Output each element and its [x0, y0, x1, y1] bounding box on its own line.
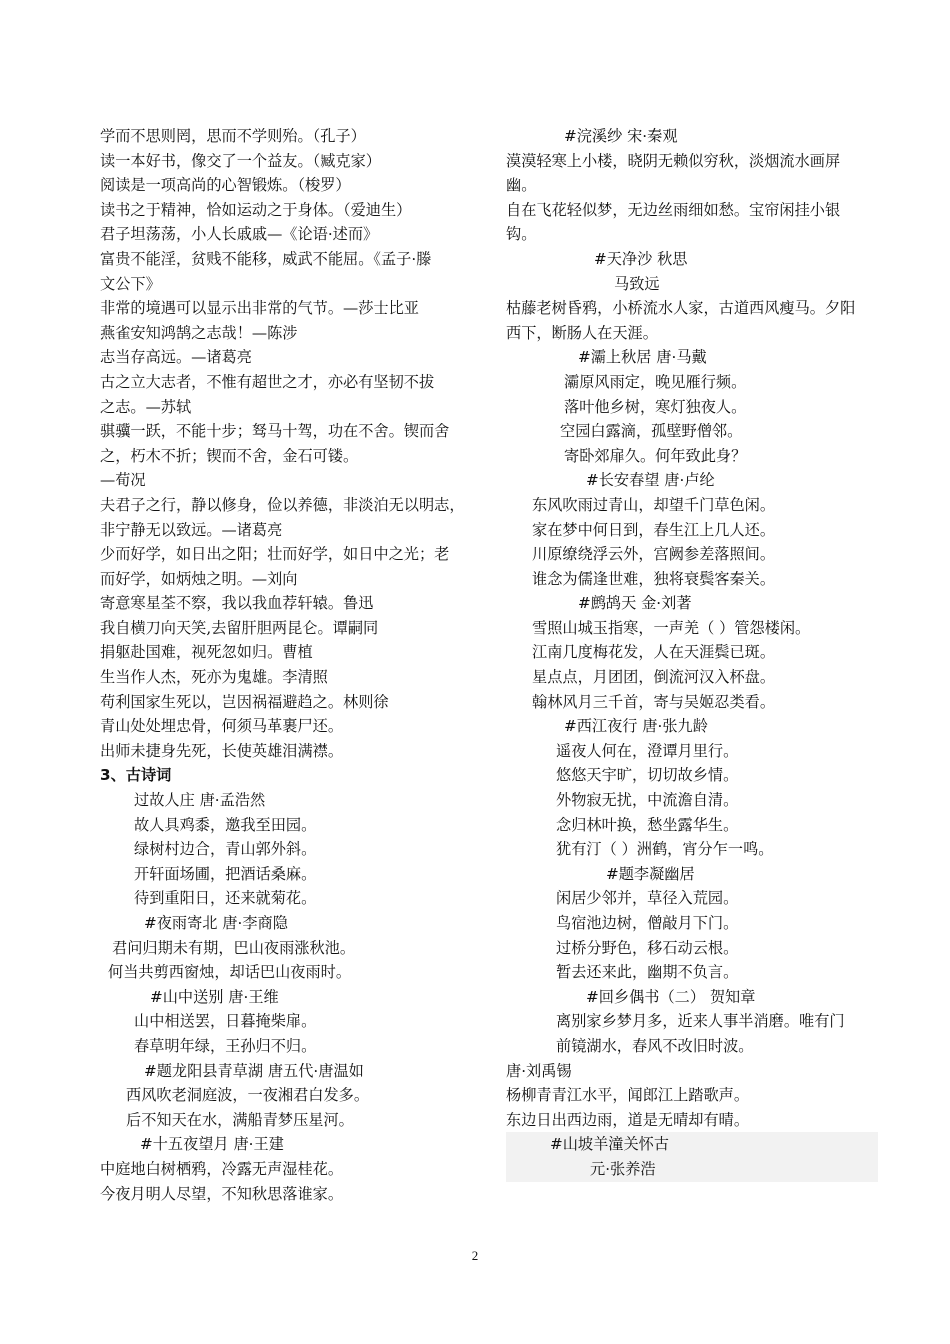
left-text-line: #夜雨寄北 唐·李商隐 [144, 914, 288, 932]
right-text-line: 空园白露滴，孤壁野僧邻。 [560, 422, 743, 441]
left-text-line: 生当作人杰，死亦为鬼雄。李清照 [100, 668, 328, 687]
right-text-line: 落叶他乡树，寒灯独夜人。 [564, 397, 747, 416]
right-text-line: 东风吹雨过青山，却望千门草色闲。 [532, 495, 775, 514]
right-text-line: 杨柳青青江水平，闻郎江上踏歌声。 [506, 1086, 749, 1105]
left-text-line: 非宁静无以致远。—诸葛亮 [100, 520, 283, 539]
left-text-line: 燕雀安知鸿鹄之志哉！—陈涉 [100, 323, 298, 342]
right-text-line: 唐·刘禹锡 [506, 1061, 572, 1080]
right-text-line: 西下，断肠人在天涯。 [506, 323, 658, 342]
right-text-line: 枯藤老树昏鸦，小桥流水人家，古道西风瘦马。夕阳 [506, 299, 856, 318]
left-text-line: 今夜月明人尽望，不知秋思落谁家。 [100, 1184, 343, 1203]
left-text-line: #十五夜望月 唐·王建 [140, 1135, 284, 1154]
right-text-line: 犹有汀（ ）洲鹤，宵分乍一鸣。 [556, 840, 774, 859]
left-text-line: 故人具鸡黍，邀我至田园。 [134, 815, 317, 834]
right-text-line: 家在梦中何日到，春生江上几人还。 [532, 520, 775, 539]
right-text-line: 翰林风月三千首，寄与吴姬忍类看。 [532, 692, 775, 711]
left-text-line: 我自横刀向天笑,去留肝胆两昆仑。谭嗣同 [100, 618, 379, 637]
right-text-line: 东边日出西边雨，道是无晴却有晴。 [506, 1110, 749, 1129]
left-text-line: 骐骥一跃，不能十步；驽马十驾，功在不舍。锲而舍 [100, 422, 450, 441]
right-text-line: 离别家乡梦月多，近来人事半消磨。唯有门 [556, 1012, 845, 1031]
left-text-line: 古之立大志者，不惟有超世之才，亦必有坚韧不拔 [100, 372, 435, 391]
left-text-line: #山中送别 唐·王维 [150, 987, 279, 1006]
right-text-line: #回乡偶书（二） 贺知章 [586, 987, 756, 1006]
right-text-line: 过桥分野色，移石动云根。 [556, 938, 739, 957]
right-text-line: 钩。 [506, 225, 537, 244]
left-text-line: 君问归期未有期，巴山夜雨涨秋池。 [112, 938, 355, 957]
left-text-line: 富贵不能淫，贫贱不能移，威武不能屈。《孟子·滕 [100, 249, 432, 268]
right-text-line: #题李凝幽居 [606, 864, 695, 883]
left-text-line: 夫君子之行，静以修身，俭以养德，非淡泊无以明志， [100, 495, 465, 514]
left-text-line: 绿树村边合，青山郭外斜。 [134, 840, 317, 859]
right-text-line: 漠漠轻寒上小楼，晓阴无赖似穷秋，淡烟流水画屏 [506, 151, 841, 170]
left-text-line: 而好学，如炳烛之明。—刘向 [100, 569, 298, 588]
left-text-line: 非常的境遇可以显示出非常的气节。—莎士比亚 [100, 299, 419, 318]
left-text-line: 君子坦荡荡，小人长戚戚—《论语·述而》 [100, 225, 379, 244]
right-text-line: 雪照山城玉指寒，一声羌（ ）管怨楼闲。 [532, 618, 811, 637]
right-text-line: 遥夜人何在，澄谭月里行。 [556, 741, 739, 760]
left-text-column [100, 124, 480, 1206]
left-text-line: 阅读是一项高尚的心智锻炼。（梭罗） [100, 176, 351, 195]
right-text-line: #西江夜行 唐·张九龄 [564, 717, 708, 736]
left-text-line: 出师未捷身先死，长使英雄泪满襟。 [100, 741, 343, 760]
left-text-line: 之志。—苏轼 [100, 397, 192, 416]
right-text-line: 暂去还来此，幽期不负言。 [556, 963, 739, 982]
right-text-line: 自在飞花轻似梦，无边丝雨细如愁。宝帘闲挂小银 [506, 200, 841, 219]
left-text-line: 西风吹老洞庭波，一夜湘君白发多。 [126, 1086, 369, 1105]
left-text-line: 之，朽木不折；锲而不舍，金石可镂。 [100, 446, 359, 465]
left-text-line: 开轩面场圃，把酒话桑麻。 [134, 864, 317, 883]
left-text-line: 捐躯赴国难，视死忽如归。曹植 [100, 643, 313, 662]
right-text-line: 元·张养浩 [506, 1157, 878, 1182]
left-text-line: —荀况 [100, 471, 146, 490]
right-text-line: 闲居少邻并，草径入荒园。 [556, 889, 739, 908]
right-text-line: 灞原风雨定，晚见雁行频。 [564, 372, 747, 391]
right-text-line: 念归林叶换，愁坐露华生。 [556, 815, 739, 834]
right-text-line: 鸟宿池边树，僧敲月下门。 [556, 914, 739, 932]
right-text-line: #山坡羊潼关怀古 [506, 1132, 878, 1157]
left-text-line: 过故人庄 唐·孟浩然 [134, 791, 266, 810]
right-text-column [506, 124, 878, 1182]
right-text-line: 马致远 [614, 274, 660, 293]
right-text-line: 悠悠天宇旷，切切故乡情。 [556, 766, 739, 785]
left-text-line: 山中相送罢，日暮掩柴扉。 [134, 1012, 317, 1031]
right-text-line: #鹧鸪天 金·刘著 [578, 594, 692, 613]
left-text-line: 后不知天在水，满船青梦压星河。 [126, 1110, 354, 1129]
left-text-line: #题龙阳县青草湖 唐五代·唐温如 [144, 1061, 364, 1080]
left-text-line: 读书之于精神，恰如运动之于身体。（爱迪生） [100, 200, 412, 219]
left-text-line: 何当共剪西窗烛，却话巴山夜雨时。 [108, 963, 351, 982]
right-text-line: #灞上秋居 唐·马戴 [578, 348, 707, 367]
left-text-line: 寄意寒星荃不察，我以我血荐轩辕。鲁迅 [100, 594, 374, 613]
left-text-line: 3、古诗词 [100, 766, 172, 785]
left-text-line: 苟利国家生死以，岂因祸福避趋之。林则徐 [100, 692, 389, 711]
left-text-line: 青山处处埋忠骨，何须马革裹尸还。 [100, 717, 343, 736]
right-text-line: #长安春望 唐·卢纶 [586, 471, 715, 490]
right-text-line: 星点点，月团团，倒流河汉入杯盘。 [532, 668, 775, 687]
left-text-line: 读一本好书，像交了一个益友。（臧克家） [100, 151, 381, 170]
right-text-line: 川原缭绕浮云外，宫阙参差落照间。 [532, 545, 775, 564]
right-text-line: 谁念为儒逢世难，独将衰鬓客秦关。 [532, 569, 775, 588]
page-number: 2 [471, 1248, 479, 1263]
right-text-line: #天净沙 秋思 [594, 249, 688, 268]
right-text-line: 幽。 [506, 176, 537, 195]
right-text-line: 前镜湖水，春风不改旧时波。 [556, 1036, 754, 1055]
right-text-line: 江南几度梅花发，人在天涯鬓已斑。 [532, 643, 775, 662]
left-text-line: 文公下》 [100, 274, 161, 293]
right-text-line: #浣溪纱 宋·秦观 [564, 127, 678, 145]
left-text-line: 少而好学，如日出之阳；壮而好学，如日中之光；老 [100, 545, 450, 564]
right-text-line: 外物寂无扰，中流澹自清。 [556, 791, 739, 810]
left-text-line: 学而不思则罔，思而不学则殆。（孔子） [100, 127, 366, 145]
left-text-line: 中庭地白树栖鸦，冷露无声湿桂花。 [100, 1159, 343, 1178]
left-text-line: 春草明年绿，王孙归不归。 [134, 1036, 317, 1055]
left-text-line: 志当存高远。—诸葛亮 [100, 348, 252, 367]
right-text-line: 寄卧郊扉久。何年致此身？ [564, 446, 747, 465]
left-text-line: 待到重阳日，还来就菊花。 [134, 889, 317, 908]
